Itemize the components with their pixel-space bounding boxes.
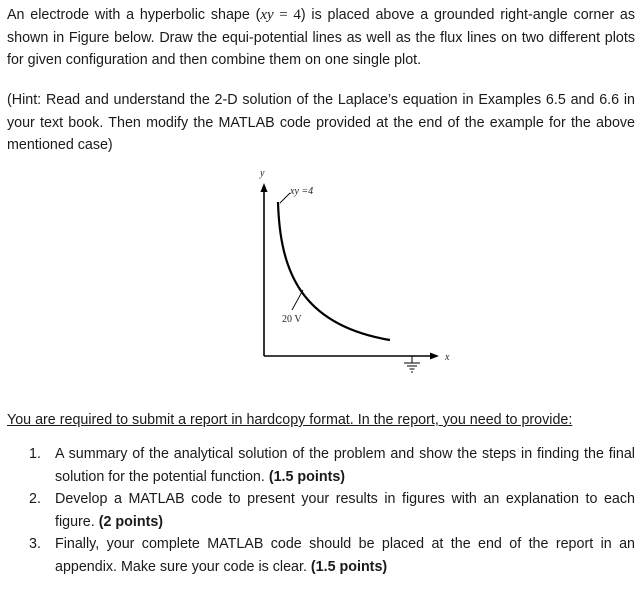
- list-item-points: (2 points): [98, 513, 164, 530]
- equation-rhs: = 4: [273, 7, 301, 23]
- list-item-points: (1.5 points): [310, 558, 388, 575]
- electrode-figure: [230, 160, 470, 395]
- list-item: [29, 443, 635, 488]
- problem-statement-part2: ) is placed above a grounded right-angle corner as shown in Figure below. Draw the equi-potential lines as well as the flux lines on two different plots for given configuration and then combine them on one single plot.: [7, 7, 635, 68]
- x-axis-label: x: [445, 352, 450, 363]
- report-requirement: [7, 409, 572, 431]
- problem-statement-part1: An electrode with a hyperbolic shape (: [7, 7, 261, 23]
- problem-statement: [7, 4, 635, 72]
- task-list: [29, 443, 635, 578]
- curve-label-leader: [280, 193, 290, 203]
- hyperbola-equation: [260, 7, 300, 23]
- y-axis-label: y: [260, 168, 265, 179]
- voltage-label: 20 V: [282, 314, 302, 325]
- list-item-text: A summary of the analytical solution of the problem and show the steps in finding the final solution for the potential function.: [55, 446, 635, 485]
- x-axis-arrow: [430, 353, 439, 360]
- list-item-points: (1.5 points): [268, 468, 346, 485]
- list-item-number: 2.: [29, 491, 41, 507]
- list-item-text: Develop a MATLAB code to present your results in figures with an explanation to each figure.: [55, 491, 635, 530]
- requirement-underlined: You are required to submit a report in hardcopy format: [7, 412, 350, 428]
- list-item: [29, 533, 635, 578]
- y-axis-arrow: [261, 183, 268, 192]
- list-item: [29, 488, 635, 533]
- voltage-label-leader: [292, 290, 303, 310]
- list-item-number: 1.: [29, 446, 41, 462]
- curve-label: xy =4: [290, 186, 314, 197]
- list-item-number: 3.: [29, 536, 41, 552]
- hint-paragraph: (Hint: Read and understand the 2-D solution of the Laplace’s equation in Examples 6.5 and 6.6 in your text book. Then modify the MATLAB code provided at the end of the example for the above mentioned case): [7, 92, 635, 153]
- equation-lhs: xy: [260, 7, 274, 23]
- requirement-rest: . In the report, you need to provide:: [349, 412, 573, 428]
- electrode-diagram: [230, 160, 470, 395]
- list-item-text: Finally, your complete MATLAB code should be placed at the end of the report in an appendix. Make sure your code is clear.: [55, 536, 635, 575]
